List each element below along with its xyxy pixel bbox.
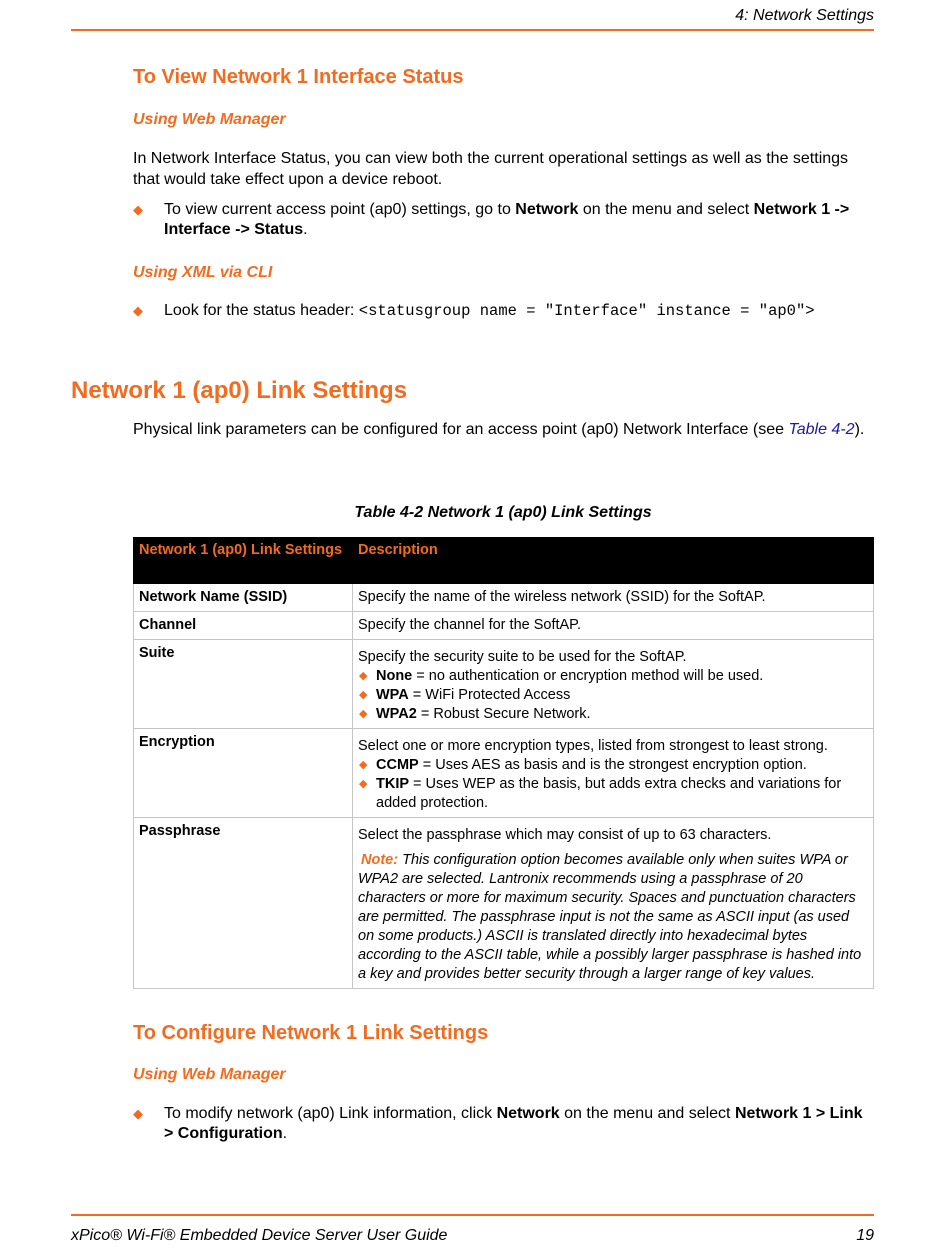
setting-name: Suite [134, 640, 353, 729]
status-header-code: <statusgroup name = "Interface" instance = "ap0"> [358, 302, 815, 320]
page-number: 19 [856, 1227, 874, 1244]
table-row [134, 612, 874, 640]
table-cross-reference-link[interactable]: Table 4-2 [788, 421, 855, 438]
list-item: ◆ WPA2 = Robust Secure Network. [359, 706, 591, 722]
table-row [134, 818, 874, 989]
setting-description-cell [353, 729, 874, 818]
list-item: ◆ CCMP = Uses AES as basis and is the strongest encryption option. [359, 757, 807, 773]
passphrase-note: Note: This configuration option becomes available only when suites WPA or WPA2 are selected. Lantronix recommends using a passphrase of 20 characters or more for maximum security. Spaces and punctuation characters are permitted. The passphrase input is not the same as ASCII input (as used on some products.) ASCII is translated directly into hexadecimal bytes according to the ASCII table, while a possibly larger passphrase is hashed into a key and provides better security through a larger range of key values. [358, 852, 862, 982]
setting-name: Passphrase [134, 818, 353, 989]
status-intro: In Network Interface Status, you can view both the current operational settings as well as the settings that would take effect upon a device reboot. [133, 150, 849, 188]
footer-rule [71, 1214, 874, 1216]
setting-name: Channel [134, 612, 353, 640]
status-heading: To View Network 1 Interface Status [133, 66, 464, 88]
setting-name: Encryption [134, 729, 353, 818]
header-rule [71, 29, 874, 31]
setting-description: Specify the security suite to be used for the SoftAP. [358, 649, 687, 665]
link-settings-table [133, 537, 874, 989]
diamond-bullet-icon: ◆ [133, 1106, 143, 1121]
table-header-description: Description [353, 538, 874, 584]
diamond-bullet-icon: ◆ [133, 303, 143, 318]
config-web-heading: Using Web Manager [133, 1066, 286, 1083]
diamond-bullet-icon: ◆ [359, 708, 368, 720]
setting-description: Select the passphrase which may consist of up to 63 characters. [358, 827, 772, 843]
link-settings-intro: Physical link parameters can be configured for an access point (ap0) Network Interface (see Table 4-2). [133, 421, 865, 438]
diamond-bullet-icon: ◆ [133, 202, 143, 217]
footer-title: xPico® Wi-Fi® Embedded Device Server User Guide [71, 1227, 448, 1244]
list-item: ◆ WPA = WiFi Protected Access [359, 687, 571, 703]
diamond-bullet-icon: ◆ [359, 689, 368, 701]
setting-description-cell [353, 818, 874, 989]
status-web-heading: Using Web Manager [133, 111, 286, 128]
status-web-bullet: ◆ To view current access point (ap0) settings, go to Network on the menu and select Network 1 -> Interface -> Status. [133, 201, 850, 238]
diamond-bullet-icon: ◆ [359, 778, 368, 790]
config-web-bullet: ◆ To modify network (ap0) Link information, click Network on the menu and select Network 1 > Link > Configuration. [133, 1105, 863, 1142]
list-item: ◆ TKIP = Uses WEP as the basis, but adds extra checks and variations for added protection. [359, 776, 842, 811]
link-settings-heading: Network 1 (ap0) Link Settings [71, 377, 408, 404]
diamond-bullet-icon: ◆ [359, 759, 368, 771]
diamond-bullet-icon: ◆ [359, 670, 368, 682]
status-xml-heading: Using XML via CLI [133, 264, 273, 281]
running-header: 4: Network Settings [735, 7, 874, 24]
table-row [134, 584, 874, 612]
setting-description-cell [353, 640, 874, 729]
table-header-setting: Network 1 (ap0) Link Settings [134, 538, 353, 584]
setting-description: Select one or more encryption types, listed from strongest to least strong. [358, 738, 828, 754]
table-row [134, 729, 874, 818]
list-item: ◆ None = no authentication or encryption method will be used. [359, 668, 764, 684]
setting-description: Specify the name of the wireless network (SSID) for the SoftAP. [353, 584, 874, 612]
table-header-row [134, 538, 874, 584]
config-heading: To Configure Network 1 Link Settings [133, 1022, 489, 1044]
table-caption: Table 4-2 Network 1 (ap0) Link Settings [354, 504, 652, 521]
setting-name: Network Name (SSID) [134, 584, 353, 612]
setting-description: Specify the channel for the SoftAP. [353, 612, 874, 640]
table-row [134, 640, 874, 729]
status-xml-bullet: ◆ Look for the status header: <statusgroup name = "Interface" instance = "ap0"> [133, 302, 815, 320]
note-label: Note: [361, 852, 399, 868]
